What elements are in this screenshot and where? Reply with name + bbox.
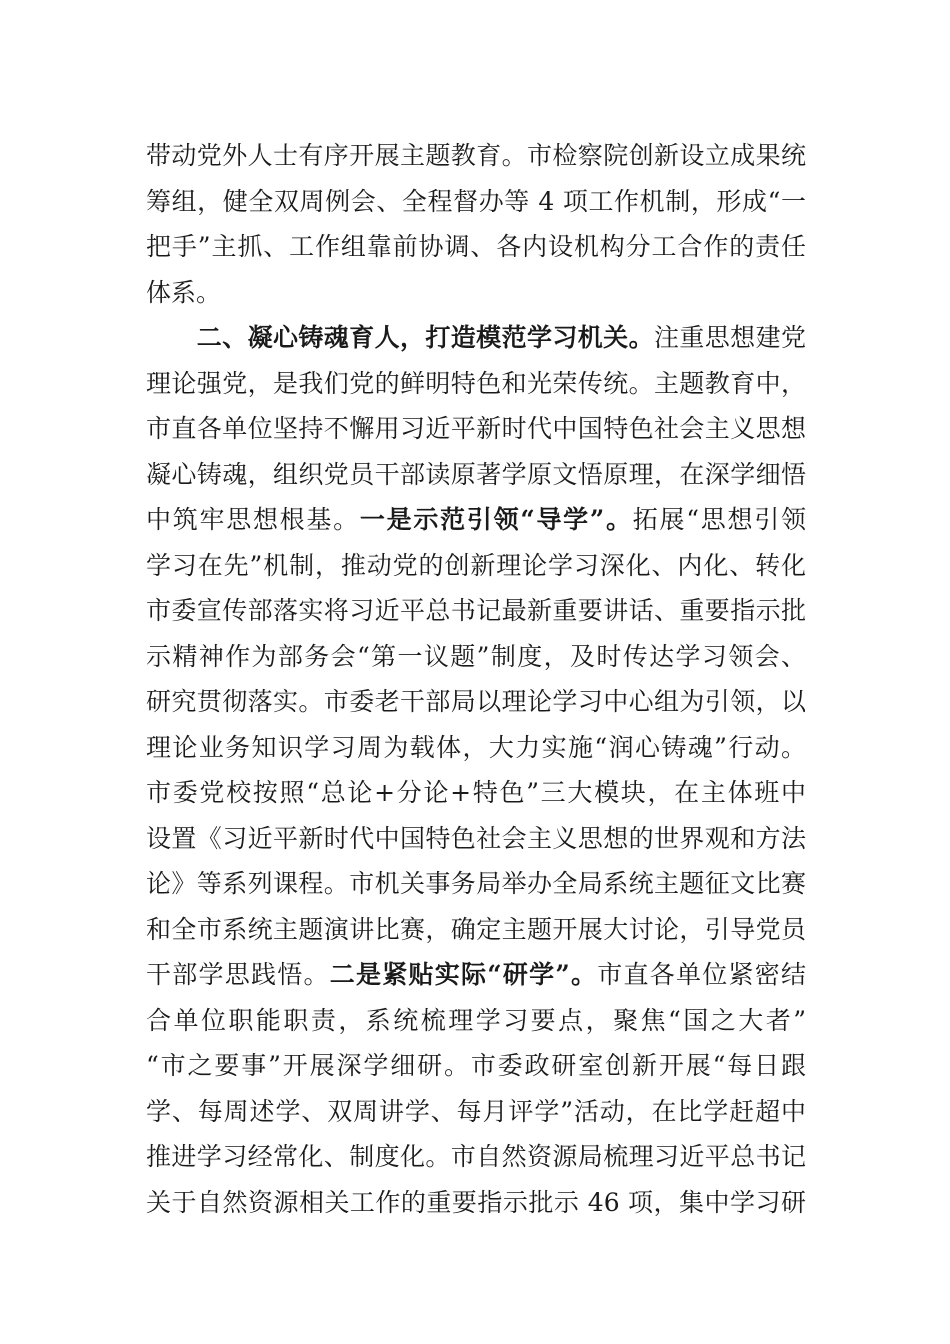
text-run: 把手”主抓、工作组靠前协调、各内设机构分工合作的责任 [146, 232, 806, 261]
text-run: 学、每周述学、双周讲学、每月评学”活动，在比学赶超中 [146, 1096, 806, 1126]
text-line [146, 588, 806, 634]
text-line [146, 1134, 806, 1180]
section-heading: 二、凝心铸魂育人，打造模范学习机关。 [146, 323, 654, 352]
text-run: 注重思想建党 [653, 323, 806, 352]
text-run: 市直各单位紧密结 [597, 960, 806, 989]
text-line [146, 725, 806, 771]
text-line [146, 679, 806, 725]
text-line [146, 952, 806, 998]
text-line [146, 224, 806, 270]
text-line [146, 770, 806, 816]
text-run: 干部学思践悟。 [146, 960, 330, 989]
text-run: 示精神作为部务会“第一议题”制度，及时传达学习领会、 [146, 641, 806, 671]
text-run: 关于自然资源相关工作的重要指示批示 46 项，集中学习研 [146, 1187, 806, 1217]
text-run: 学习在先”机制，推动党的创新理论学习深化、内化、转化 [146, 550, 806, 580]
text-run: 理论业务知识学习周为载体，大力实施“润心铸魂”行动。 [146, 732, 806, 762]
text-run: 设置《习近平新时代中国特色社会主义思想的世界观和方法 [146, 823, 806, 853]
text-run: 凝心铸魂，组织党员干部读原著学原文悟原理，在深学细悟 [146, 459, 806, 489]
text-line [146, 1180, 806, 1226]
text-run: 合单位职能职责，系统梳理学习要点，聚焦“国之大者” [146, 1005, 806, 1035]
subheading: 一是示范引领“导学”。 [359, 505, 633, 534]
text-line [146, 133, 806, 179]
subheading: 二是紧贴实际“研学”。 [329, 960, 598, 989]
section-heading-line [146, 315, 806, 361]
document-page [146, 133, 806, 1225]
text-line [146, 907, 806, 953]
text-run: 研究贯彻落实。市委老干部局以理论学习中心组为引领，以 [146, 687, 806, 716]
text-run: 市委宣传部落实将习近平总书记最新重要讲话、重要指示批 [146, 596, 806, 625]
text-run: 带动党外人士有序开展主题教育。市检察院创新设立成果统 [146, 141, 806, 170]
text-run: 论》等系列课程。市机关事务局举办全局系统主题征文比赛 [146, 869, 806, 898]
text-run: 拓展“思想引领 [632, 505, 806, 534]
text-line [146, 998, 806, 1044]
text-line [146, 1089, 806, 1135]
text-line [146, 1043, 806, 1089]
text-line [146, 179, 806, 225]
text-line [146, 634, 806, 680]
text-run: 理论强党，是我们党的鲜明特色和光荣传统。主题教育中， [146, 368, 806, 398]
text-run: 推进学习经常化、制度化。市自然资源局梳理习近平总书记 [146, 1142, 806, 1171]
text-line [146, 452, 806, 498]
text-line [146, 406, 806, 452]
text-line [146, 861, 806, 907]
text-line [146, 361, 806, 407]
text-line [146, 816, 806, 862]
text-run: 中筑牢思想根基。 [146, 505, 360, 534]
text-run: 和全市系统主题演讲比赛，确定主题开展大讨论，引导党员 [146, 914, 806, 944]
text-run: 市委党校按照“总论+分论+特色”三大模块，在主体班中 [146, 778, 806, 807]
text-run: “市之要事”开展深学细研。市委政研室创新开展“每日跟 [146, 1051, 806, 1080]
text-line [146, 497, 806, 543]
text-line [146, 270, 806, 316]
text-run: 体系。 [146, 277, 222, 307]
text-run: 筹组，健全双周例会、全程督办等 4 项工作机制，形成“一 [146, 186, 806, 216]
text-line [146, 543, 806, 589]
text-run: 市直各单位坚持不懈用习近平新时代中国特色社会主义思想 [146, 414, 806, 443]
